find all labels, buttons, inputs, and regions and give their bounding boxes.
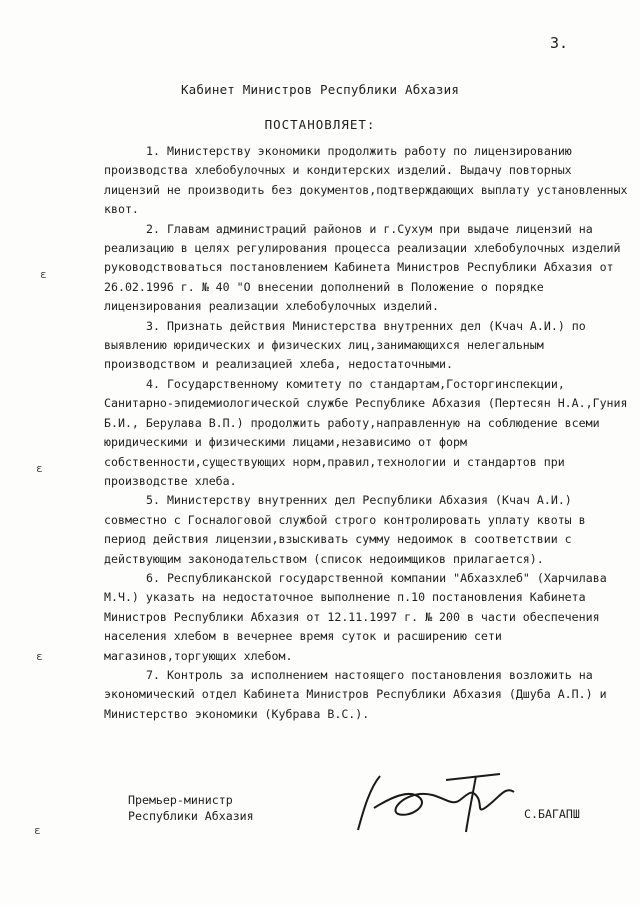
margin-bullet-mark: ε	[34, 824, 41, 837]
signatory-position-line-2: Республики Абхазия	[128, 809, 254, 823]
signatory-title	[128, 792, 254, 824]
paragraph-5: 5. Министерству внутренних дел Республики Абхазия (Кчач А.И.) совместно с Госналоговой службой строго контролировать уплату квоты в период действия лицензии,взыскивать сумму недоимок в соответствии с действующим законодательством (список недоимщиков прилагается).	[104, 493, 586, 566]
margin-bullet-mark: ε	[36, 462, 43, 475]
paragraph-4: 4. Государственному комитету по стандартам,Госторгинспекции, Санитарно-эпидемиологической службе Республике Абхазия (Пертесян Н.А.,Гуния Б.И., Берулава В.П.) продолжить работу,направленную на соблюдение всеми юридическими и физическими лицами,независимо от форм собственности,существующих норм,правил,технологии и стандартов при производстве хлеба.	[104, 376, 628, 488]
paragraph-2: 2. Главам администраций районов и г.Сухум при выдаче лицензий на реализацию в целях регулирования процесса реализации хлебобулочных изделий руководствоваться постановлением Кабинета Министров Республики Абхазия от 26.02.1996 г. № 40 "О внесении дополнений в Положение о порядке лицензирования реализации хлебобулочных изделий.	[104, 221, 621, 314]
signatory-position-line-1: Премьер-министр	[128, 793, 233, 807]
document-body	[104, 142, 634, 724]
paragraph-1: 1. Министерству экономики продолжить работу по лицензированию производства хлебобулочных и кондитерских изделий. Выдачу повторных лицензий не производить без документов,подтверждающих выплату установленных квот.	[104, 144, 628, 217]
margin-bullet-mark: ε	[40, 268, 47, 281]
paragraph-6: 6. Республиканской государственной компании "Абхазхлеб" (Харчилава М.Ч.) указать на недостаточное выполнение п.10 постановления Кабинета Министров Республики Абхазия от 12.11.1997 г. № 200 в части обеспечения населения хлебом в вечернее время суток и расширению сети магазинов,торгующих хлебом.	[104, 570, 607, 663]
paragraph-3: 3. Признать действия Министерства внутренних дел (Кчач А.И.) по выявлению юридических и физических лиц,занимающихся нелегальным производством и реализацией хлеба, недостаточными.	[104, 318, 586, 372]
handwritten-signature	[350, 768, 520, 840]
page-number: 3.	[550, 34, 569, 52]
paragraph-7: 7. Контроль за исполнением настоящего постановления возложить на экономический отдел Кабинета Министров Республики Абхазия (Дшуба А.П.) и Министерство экономики (Кубрава В.С.).	[104, 667, 607, 721]
document-subtitle: ПОСТАНОВЛЯЕТ:	[264, 117, 376, 132]
margin-bullet-mark: ε	[36, 650, 43, 663]
signatory-name: С.БАГАПШ	[524, 807, 580, 821]
document-title: Кабинет Министров Республики Абхазия	[180, 82, 460, 97]
